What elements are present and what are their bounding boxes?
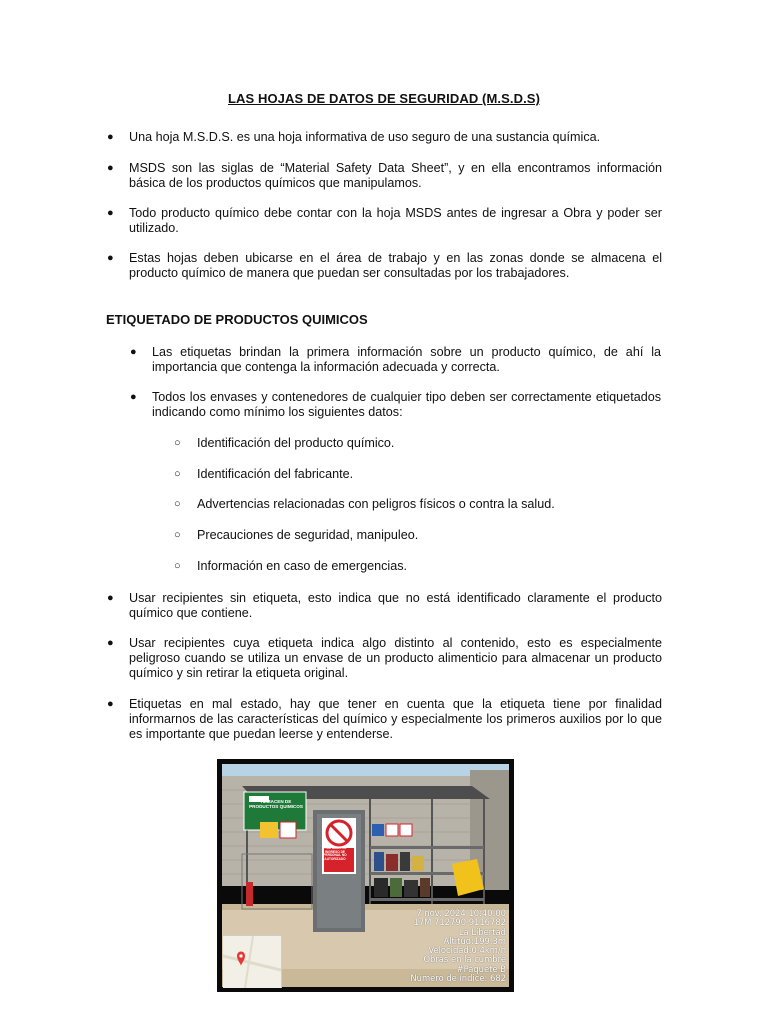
stamp-speed: Velocidad:0.4km/h — [428, 945, 506, 956]
circle-bullet-icon: ○ — [174, 437, 181, 449]
bullet-icon: ● — [107, 698, 114, 710]
stamp-package: #Paquete B — [456, 963, 506, 974]
sub-item-4: Precauciones de seguridad, manipuleo. — [197, 528, 419, 542]
sub-item-1: Identificación del producto químico. — [197, 436, 395, 450]
bullet-icon: ● — [130, 391, 137, 403]
stamp-date: 7 nov. 2024 10:40:00 — [416, 908, 506, 918]
risk-item-1: Usar recipientes sin etiqueta, esto indica que no está identificado claramente el producto químico que contiene. — [129, 591, 662, 621]
photo-timestamp-overlay — [356, 909, 506, 983]
bullet-icon: ● — [107, 592, 114, 604]
sub-item-2: Identificación del fabricante. — [197, 467, 354, 481]
risk-item-2: Usar recipientes cuya etiqueta indica algo distinto al contenido, esto es especialmente peligroso cuando se utiliza un envase de un producto alimenticio para almacenar un producto químico y sin retirar la etiqueta original. — [129, 636, 662, 681]
stamp-coords: 17M 712790 9116782 — [413, 917, 506, 928]
bullet-icon: ● — [130, 346, 137, 358]
bullet-icon: ● — [107, 252, 114, 264]
sub-item-5: Información en caso de emergencias. — [197, 559, 408, 573]
page-title: LAS HOJAS DE DATOS DE SEGURIDAD (M.S.D.S) — [227, 91, 541, 106]
label-item-2: Todos los envases y contenedores de cualquier tipo deben ser correctamente etiquetados indicando como mínimo los siguientes datos: — [152, 390, 661, 420]
risk-item-3: Etiquetas en mal estado, hay que tener en cuenta que la etiqueta tiene por finalidad informarnos de las características del químico y especialmente los primeros auxilios por lo que es importante que puedan leerse y entenderse. — [129, 697, 662, 742]
msds-item-2: MSDS son las siglas de “Material Safety Data Sheet”, y en ella encontramos información básica de los productos químicos que manipulamos. — [129, 161, 662, 191]
bullet-icon: ● — [107, 637, 114, 649]
circle-bullet-icon: ○ — [174, 529, 181, 541]
prohibition-sign-text: PROHIBIDO EL INGRESO DE PERSONAL NO AUTORIZADO — [323, 846, 347, 861]
stamp-project: Obras en la cumbre — [423, 954, 506, 965]
stamp-region: La Libertad — [458, 926, 506, 937]
chemical-storage-photo — [217, 759, 514, 992]
sub-item-3: Advertencias relacionadas con peligros físicos o contra la salud. — [197, 497, 555, 511]
circle-bullet-icon: ○ — [174, 468, 181, 480]
storage-sign-text: ALMACEN DE PRODUCTOS QUIMICOS — [249, 799, 303, 809]
circle-bullet-icon: ○ — [174, 560, 181, 572]
label-item-1: Las etiquetas brindan la primera información sobre un producto químico, de ahí la importancia que contenga la información adecuada y correcta. — [152, 345, 661, 375]
stamp-altitude: Altitud:199.3m — [443, 935, 506, 946]
msds-item-1: Una hoja M.S.D.S. es una hoja informativa de uso seguro de una sustancia química. — [129, 130, 601, 144]
map-pin-icon — [223, 936, 281, 988]
section-heading: ETIQUETADO DE PRODUCTOS QUIMICOS — [106, 312, 368, 327]
bullet-icon: ● — [107, 131, 114, 143]
circle-bullet-icon: ○ — [174, 498, 181, 510]
msds-item-4: Estas hojas deben ubicarse en el área de trabajo y en las zonas donde se almacena el producto químico de manera que puedan ser consultadas por los trabajadores. — [129, 251, 662, 281]
stamp-index: Número de índice: 682 — [410, 973, 506, 984]
location-minimap — [223, 935, 282, 988]
bullet-icon: ● — [107, 207, 114, 219]
msds-item-3: Todo producto químico debe contar con la hoja MSDS antes de ingresar a Obra y poder ser utilizado. — [129, 206, 662, 236]
bullet-icon: ● — [107, 162, 114, 174]
